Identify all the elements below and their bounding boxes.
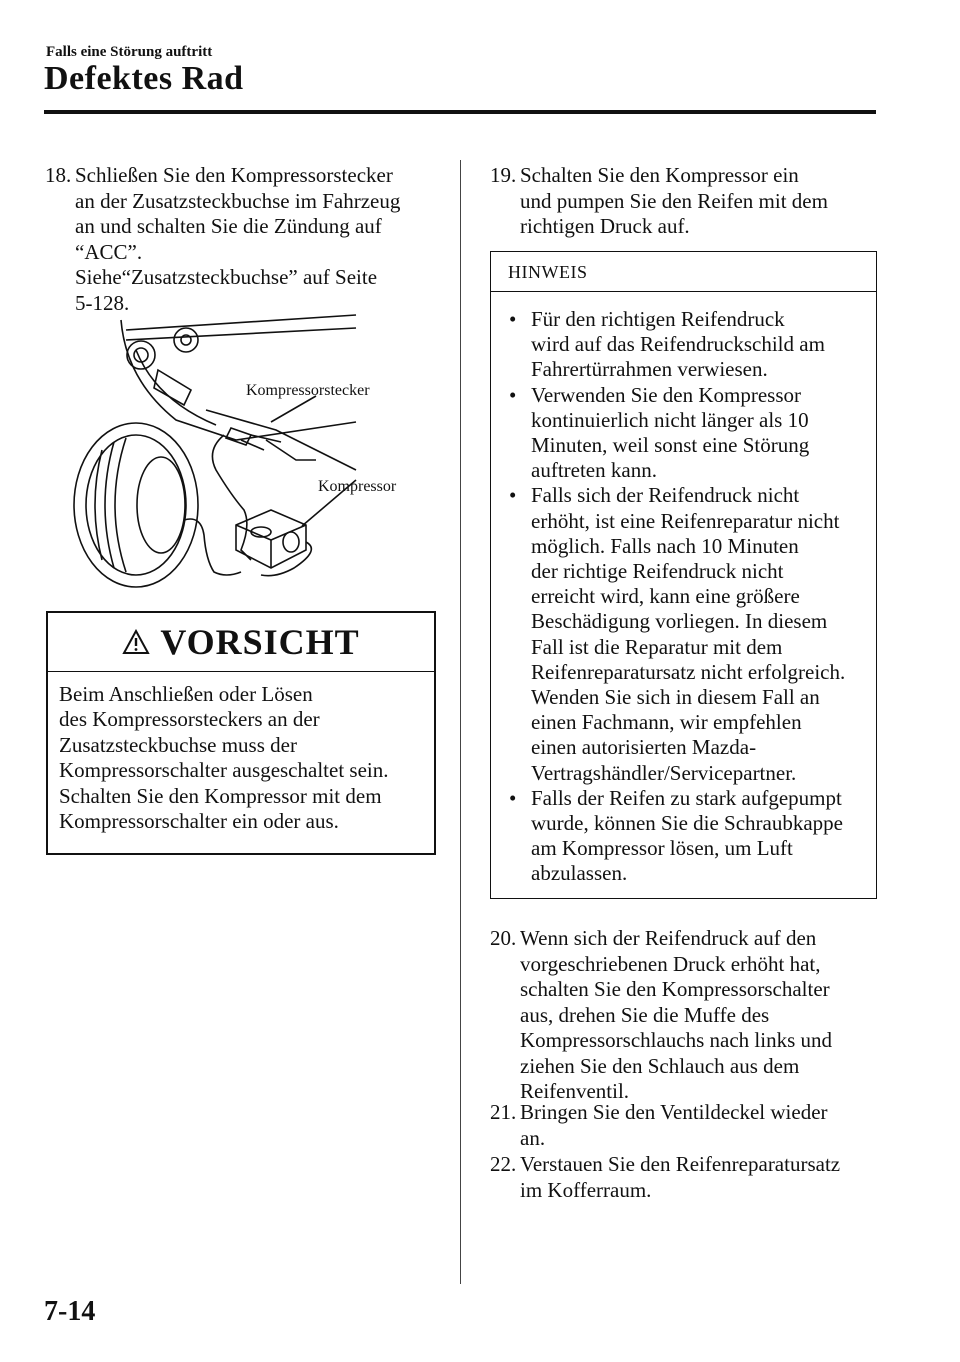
step-line: “ACC”. bbox=[75, 239, 143, 264]
step-line: richtigen Druck auf. bbox=[520, 214, 690, 238]
caution-header bbox=[48, 613, 434, 672]
note-item bbox=[505, 786, 876, 887]
caution-line: Beim Anschließen oder Lösen bbox=[59, 682, 313, 706]
step-line: aus, drehen Sie die Muffe des bbox=[520, 1002, 770, 1027]
step-line: Schalten Sie den Kompressor ein bbox=[520, 163, 799, 187]
note-line: Falls der Reifen zu stark aufgepumpt bbox=[531, 785, 842, 810]
step-line: an der Zusatzsteckbuchse im Fahrzeug bbox=[75, 188, 401, 213]
step-line: an und schalten Sie die Zündung auf bbox=[75, 214, 382, 238]
note-line: Beschädigung vorliegen. In diesem bbox=[531, 609, 828, 634]
title-rule bbox=[44, 110, 876, 114]
page-number: 7-14 bbox=[44, 1296, 96, 1327]
step-number: 18. bbox=[45, 163, 72, 187]
bullet-icon: • bbox=[509, 483, 517, 508]
note-line: Fall ist die Reparatur mit dem bbox=[531, 634, 783, 659]
step-line: 5-128. bbox=[75, 290, 130, 315]
step-line: an. bbox=[520, 1125, 546, 1150]
page-title: Defektes Rad bbox=[44, 60, 244, 97]
note-line: Falls sich der Reifendruck nicht bbox=[531, 483, 800, 508]
step-line: Wenn sich der Reifendruck auf den bbox=[520, 926, 817, 950]
step-19 bbox=[490, 163, 828, 240]
bullet-icon: • bbox=[509, 785, 517, 810]
step-line: schalten Sie den Kompressorschalter bbox=[520, 977, 830, 1001]
step-line: Verstauen Sie den Reifenreparatursatz bbox=[520, 1152, 841, 1176]
step-line: vorgeschriebenen Druck erhöht hat, bbox=[520, 951, 821, 976]
note-line: der richtige Reifendruck nicht bbox=[531, 559, 784, 584]
note-line: kontinuierlich nicht länger als 10 bbox=[531, 407, 809, 432]
note-item bbox=[505, 483, 876, 785]
step-number: 21. bbox=[490, 1100, 517, 1124]
note-line: Minuten, weil sonst eine Störung bbox=[531, 433, 810, 458]
note-line: auftreten kann. bbox=[531, 458, 657, 483]
step-number: 19. bbox=[490, 163, 517, 187]
step-22 bbox=[490, 1152, 840, 1203]
step-number: 22. bbox=[490, 1152, 517, 1176]
section-heading: Falls eine Störung auftritt bbox=[46, 44, 213, 60]
note-item bbox=[505, 383, 876, 484]
caution-line: des Kompressorsteckers an der bbox=[59, 707, 320, 732]
caution-line: Schalten Sie den Kompressor mit dem bbox=[59, 783, 382, 808]
compressor-illustration bbox=[66, 310, 426, 590]
note-line: Fahrertürrahmen verwiesen. bbox=[531, 357, 768, 382]
step-line: ziehen Sie den Schlauch aus dem bbox=[520, 1053, 800, 1078]
bullet-icon: • bbox=[509, 307, 517, 331]
label-kompressorstecker: Kompressorstecker bbox=[246, 382, 370, 399]
step-20 bbox=[490, 926, 832, 1105]
note-line: am Kompressor lösen, um Luft bbox=[531, 836, 793, 861]
note-line: erhöht, ist eine Reifenreparatur nicht bbox=[531, 508, 840, 533]
note-line: wird auf das Reifendruckschild am bbox=[531, 332, 825, 357]
note-box bbox=[490, 251, 877, 899]
step-21 bbox=[490, 1100, 828, 1151]
note-item bbox=[505, 307, 876, 383]
step-line: Bringen Sie den Ventildeckel wieder bbox=[520, 1100, 828, 1124]
note-line: möglich. Falls nach 10 Minuten bbox=[531, 533, 799, 558]
note-line: erreicht wird, kann eine größere bbox=[531, 584, 800, 609]
note-line: Vertragshändler/Servicepartner. bbox=[531, 760, 797, 785]
caution-line: Kompressorschalter ausgeschaltet sein. bbox=[59, 758, 389, 783]
caution-line: Zusatzsteckbuchse muss der bbox=[59, 732, 297, 757]
step-line: im Kofferraum. bbox=[520, 1177, 652, 1202]
note-line: Wenden Sie sich in diesem Fall an bbox=[531, 685, 820, 710]
step-18 bbox=[45, 163, 400, 316]
caution-line: Kompressorschalter ein oder aus. bbox=[59, 809, 339, 834]
step-line: und pumpen Sie den Reifen mit dem bbox=[520, 188, 828, 213]
note-line: Reifenreparatursatz nicht erfolgreich. bbox=[531, 659, 846, 684]
note-line: einen autorisierten Mazda- bbox=[531, 735, 757, 760]
column-divider bbox=[460, 160, 461, 1284]
note-line: Für den richtigen Reifendruck bbox=[531, 307, 785, 331]
compressor-drawing bbox=[66, 310, 426, 590]
warning-triangle-icon bbox=[122, 629, 150, 655]
step-line: Schließen Sie den Kompressorstecker bbox=[75, 163, 393, 187]
step-number: 20. bbox=[490, 926, 517, 950]
step-line: Reifenventil. bbox=[520, 1079, 630, 1103]
note-line: einen Fachmann, wir empfehlen bbox=[531, 710, 802, 735]
note-line: abzulassen. bbox=[531, 861, 628, 886]
caution-title: VORSICHT bbox=[160, 622, 360, 662]
step-line: Kompressorschlauchs nach links und bbox=[520, 1028, 833, 1052]
bullet-icon: • bbox=[509, 382, 517, 407]
step-line: Siehe“Zusatzsteckbuchse” auf Seite bbox=[75, 265, 378, 289]
note-title: HINWEIS bbox=[491, 252, 876, 292]
note-list bbox=[491, 292, 876, 887]
caution-box bbox=[46, 611, 436, 855]
note-line: wurde, können Sie die Schraubkappe bbox=[531, 811, 843, 836]
note-line: Verwenden Sie den Kompressor bbox=[531, 382, 802, 407]
caution-text bbox=[48, 672, 434, 834]
label-kompressor: Kompressor bbox=[318, 478, 397, 495]
